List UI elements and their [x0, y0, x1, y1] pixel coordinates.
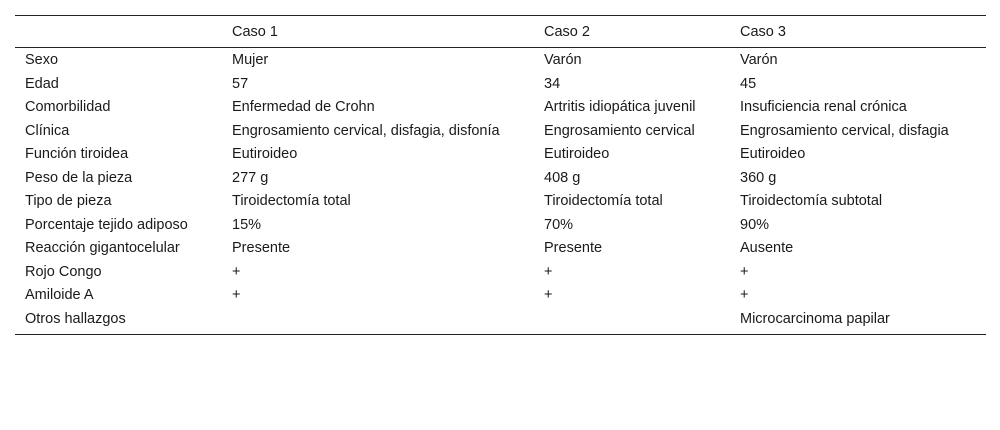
- table-row: [15, 237, 986, 261]
- cell-caso-1: 57: [232, 75, 249, 92]
- cell-caso-2: Engrosamiento cervical: [544, 122, 695, 139]
- header-cell-caso-2: Caso 2: [544, 23, 590, 40]
- cell-caso-2: Presente: [544, 240, 603, 256]
- cell-caso-2: 34: [544, 75, 561, 92]
- cell-caso-2: Tiroidectomía total: [544, 193, 663, 209]
- cell-caso-3: Microcarcinoma papilar: [740, 310, 890, 327]
- row-label: Otros hallazgos: [25, 310, 126, 327]
- header-cell-row-label: [15, 16, 222, 48]
- cell-caso-3: +: [740, 263, 749, 280]
- table-row: [15, 190, 986, 214]
- cell-caso-1: Presente: [232, 240, 291, 256]
- row-label: Peso de la pieza: [25, 169, 133, 186]
- table-row: [15, 308, 986, 335]
- cell-caso-3: Eutiroideo: [740, 146, 806, 162]
- cell-caso-2: 408 g: [544, 169, 581, 186]
- table-row: [15, 284, 986, 308]
- table-body: [15, 48, 986, 335]
- cell-caso-1: Mujer: [232, 52, 269, 68]
- cell-caso-3: Insuficiencia renal crónica: [740, 99, 907, 115]
- row-label: Rojo Congo: [25, 263, 102, 280]
- cell-caso-1: Tiroidectomía total: [232, 193, 351, 209]
- row-label: Reacción gigantocelular: [25, 240, 180, 256]
- cell-caso-1: +: [232, 263, 241, 280]
- table-row: [15, 120, 986, 144]
- cell-caso-1: [222, 308, 534, 335]
- cell-caso-1: +: [232, 287, 241, 303]
- cell-caso-3: Ausente: [740, 240, 794, 256]
- cell-caso-3: 90%: [740, 216, 770, 233]
- row-label: Tipo de pieza: [25, 193, 112, 209]
- table-row: [15, 96, 986, 120]
- cell-caso-1: 277 g: [232, 169, 269, 186]
- cell-caso-1: 15%: [232, 216, 262, 233]
- row-label: Porcentaje tejido adiposo: [25, 216, 188, 233]
- header-cell-caso-3: Caso 3: [740, 23, 786, 40]
- row-label: Edad: [25, 75, 59, 92]
- table-row: [15, 143, 986, 167]
- table-header: [15, 16, 986, 48]
- cell-caso-3: 360 g: [740, 169, 777, 186]
- cell-caso-2: Artritis idiopática juvenil: [544, 99, 696, 115]
- header-row: [15, 16, 986, 48]
- cell-caso-2: 70%: [544, 216, 574, 233]
- header-cell-caso-1: Caso 1: [232, 23, 278, 40]
- cell-caso-1: Enfermedad de Crohn: [232, 99, 375, 115]
- table-row: [15, 261, 986, 285]
- cell-caso-3: +: [740, 287, 749, 303]
- row-label: Función tiroidea: [25, 146, 129, 162]
- cell-caso-3: Engrosamiento cervical, disfagia: [740, 122, 949, 139]
- table-row: [15, 167, 986, 191]
- cell-caso-2: Eutiroideo: [544, 146, 610, 162]
- row-label: Sexo: [25, 52, 59, 68]
- table-row: [15, 48, 986, 73]
- row-label: Amiloide A: [25, 287, 94, 303]
- cell-caso-1: Engrosamiento cervical, disfagia, disfonía: [232, 122, 500, 139]
- cell-caso-2: +: [544, 263, 553, 280]
- cell-caso-3: Varón: [740, 52, 778, 68]
- cell-caso-2: +: [544, 287, 553, 303]
- row-label: Clínica: [25, 122, 70, 139]
- cell-caso-1: Eutiroideo: [232, 146, 298, 162]
- cell-caso-2: [534, 308, 730, 335]
- cell-caso-3: 45: [740, 75, 757, 92]
- table-row: [15, 214, 986, 238]
- table-container: [15, 15, 986, 335]
- case-comparison-table: [15, 15, 986, 335]
- table-row: [15, 73, 986, 97]
- cell-caso-3: Tiroidectomía subtotal: [740, 193, 883, 209]
- cell-caso-2: Varón: [544, 52, 582, 68]
- row-label: Comorbilidad: [25, 99, 111, 115]
